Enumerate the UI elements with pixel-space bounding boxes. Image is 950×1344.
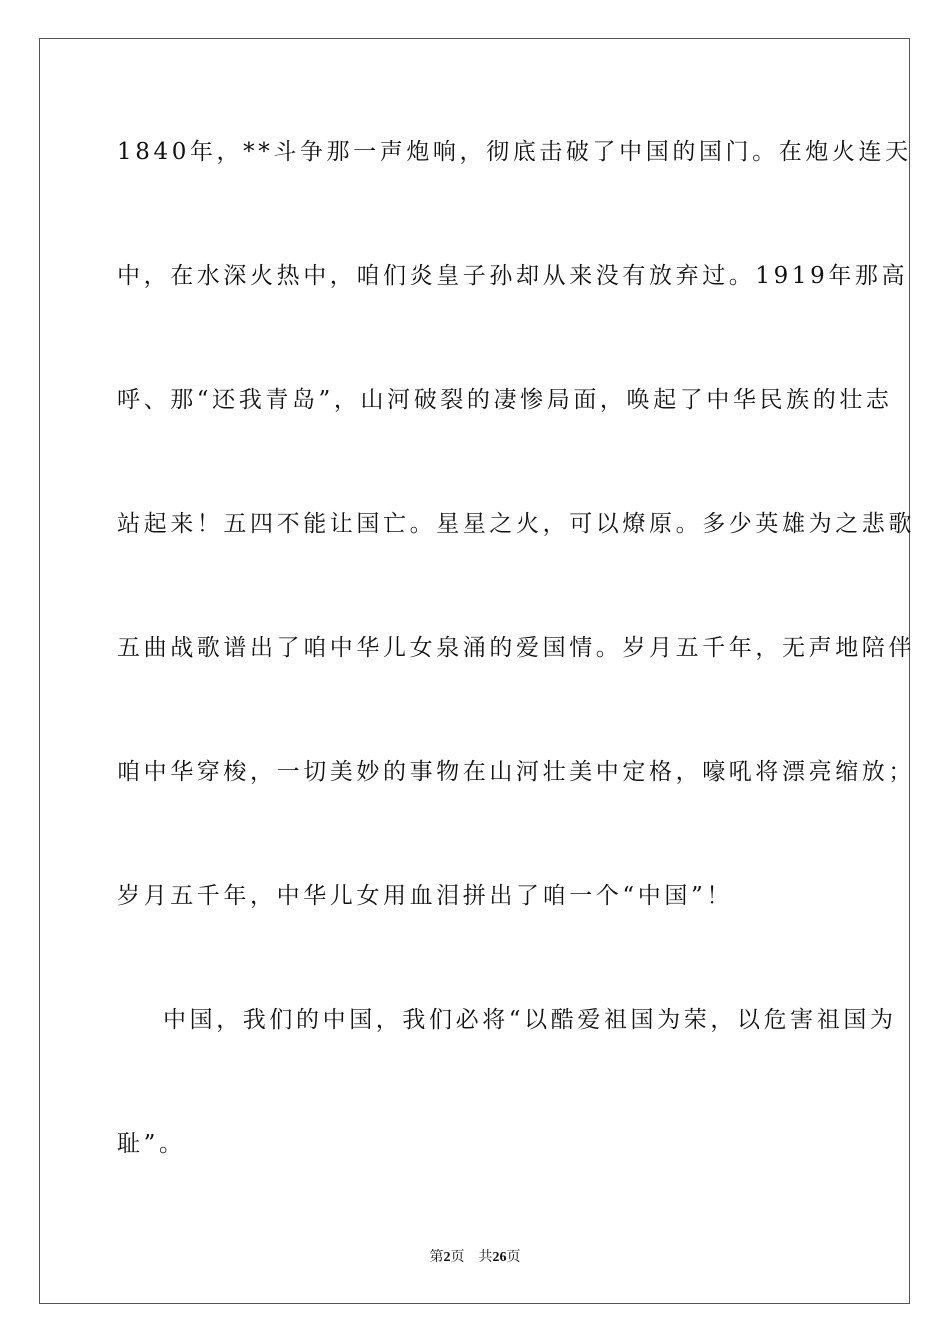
footer-page-suffix: 页	[450, 1250, 465, 1265]
footer-page-number: 2	[443, 1250, 451, 1265]
paragraph-line-9: 耻”。	[117, 1131, 186, 1157]
paragraph-line-6: 咱中华穿梭，一切美妙的事物在山河壮美中定格，嚎吼将漂亮缩放；	[117, 759, 915, 785]
paragraph-line-5: 五曲战歌谱出了咱中华儿女泉涌的爱国情。岁月五千年，无声地陪伴	[117, 635, 915, 661]
paragraph-line-1: 1840年，**斗争那一声炮响，彻底击破了中国的国门。在炮火连天	[117, 139, 912, 165]
paragraph-line-8: 中国，我们的中国，我们必将“以酷爱祖国为荣，以危害祖国为	[163, 1007, 897, 1033]
paragraph-line-2: 中，在水深火热中，咱们炎皇子孙却从来没有放弃过。1919年那高	[117, 263, 909, 289]
paragraph-line-3: 呼、那“还我青岛”，山河破裂的凄惨局面，唤起了中华民族的壮志	[117, 387, 893, 413]
footer-total-suffix: 页	[506, 1250, 521, 1265]
page-frame	[39, 38, 915, 1304]
footer-total-prefix: 共	[478, 1250, 493, 1265]
page-footer	[0, 1248, 950, 1268]
footer-total-number: 26	[492, 1250, 507, 1265]
footer-page-prefix: 第	[429, 1250, 444, 1265]
paragraph-line-7: 岁月五千年，中华儿女用血泪拼出了咱一个“中国”！	[117, 883, 733, 909]
paragraph-line-4: 站起来！五四不能让国亡。星星之火，可以燎原。多少英雄为之悲歌	[117, 511, 915, 537]
